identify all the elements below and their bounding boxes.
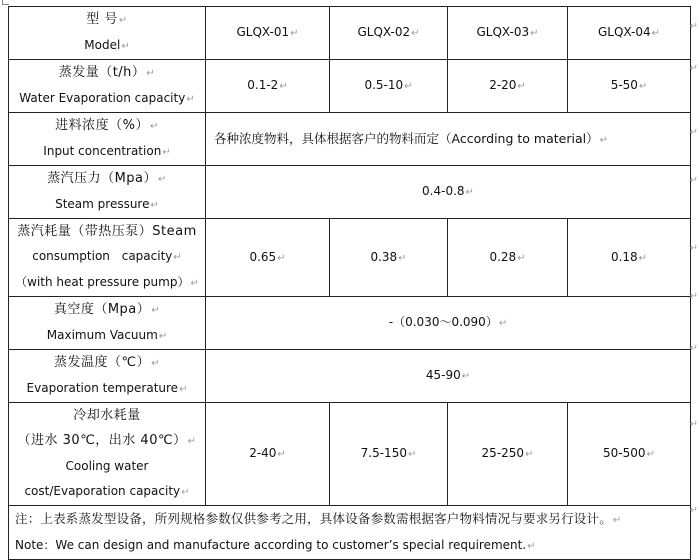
paragraph-mark-icon: ↵ [121, 41, 130, 52]
label-en: Evaporation temperature [26, 381, 179, 395]
value-cell [448, 219, 568, 297]
paragraph-mark-icon: ↵ [461, 371, 471, 382]
paragraph-mark-icon: ↵ [290, 28, 299, 39]
label-line: （with heat pressure pump） [15, 275, 190, 289]
label-en: Steam pressure [55, 197, 150, 211]
row-end-mark-icon: ↵ [689, 127, 698, 138]
note-en-text: Note：We can design and manufacture according to customer’s special requirement. [15, 538, 527, 552]
paragraph-mark-icon: ↵ [646, 449, 655, 460]
paragraph-mark-icon: ↵ [517, 252, 526, 264]
label-line: （进水 30℃，出水 40℃） [17, 433, 187, 448]
paragraph-mark-icon: ↵ [179, 384, 188, 395]
value-cell-merged [206, 166, 691, 219]
label-line: cost/Evaporation capacity [24, 484, 181, 498]
label-zh: 蒸发温度（℃） [54, 355, 151, 370]
label-en: Water Evaporation capacity [19, 91, 186, 105]
paragraph-mark-icon: ↵ [190, 278, 199, 289]
spec-table [8, 6, 691, 560]
value-text: 0.4-0.8 [422, 184, 465, 198]
row-end-mark-icon: ↵ [689, 21, 698, 32]
note-zh-text: 注：上表系蒸发型设备，所列规格参数仅供参考之用，具体设备参数需根据客户物料情况与要求另行设计。 [15, 511, 612, 526]
label-zh: 真空度（Mpa） [53, 302, 151, 317]
model-name: GLQX-01 [236, 25, 290, 39]
paragraph-mark-icon: ↵ [612, 515, 622, 526]
value-cell [206, 403, 330, 506]
paragraph-mark-icon: ↵ [277, 252, 286, 264]
paragraph-mark-icon: ↵ [404, 81, 413, 92]
row-end-mark-icon: ↵ [689, 505, 698, 516]
value-cell [448, 60, 568, 113]
value-text: 45-90 [425, 368, 461, 382]
row-end-marks [691, 0, 699, 543]
row-label-concentration [9, 113, 206, 166]
table-row-vacuum [9, 297, 691, 350]
notes-cell [9, 506, 691, 560]
row-end-mark-icon: ↵ [689, 63, 698, 74]
table-row-cooling-water [9, 403, 691, 506]
paragraph-mark-icon: ↵ [527, 541, 536, 552]
value-text: 各种浓度物料，具体根据客户的物料而定（According to material） [214, 130, 599, 146]
value-cell [206, 219, 330, 297]
value-text: -（0.030～0.090） [388, 315, 498, 329]
table-row-notes [9, 506, 691, 560]
row-label-steam-consumption [9, 219, 206, 297]
value-text: 2-40 [249, 446, 277, 460]
row-label-evap-temperature [9, 350, 206, 403]
paragraph-mark-icon: ↵ [530, 28, 539, 39]
value-cell [568, 403, 691, 506]
paragraph-mark-icon: ↵ [151, 305, 161, 316]
value-text: 7.5-150 [360, 446, 407, 460]
label-line: 冷却水耗量 [73, 408, 141, 423]
paragraph-mark-icon: ↵ [158, 331, 168, 342]
label-en: Input concentration [43, 144, 162, 158]
label-en: Model [84, 38, 121, 52]
paragraph-mark-icon: ↵ [151, 358, 160, 369]
value-text: 5-50 [610, 78, 638, 92]
label-zh: 进料浓度（%） [55, 118, 149, 133]
paragraph-mark-icon: ↵ [638, 252, 648, 264]
row-label-steam-pressure [9, 166, 206, 219]
paragraph-mark-icon: ↵ [638, 81, 648, 92]
value-text: 25-250 [481, 446, 525, 460]
paragraph-mark-icon: ↵ [118, 15, 128, 26]
row-label-cooling-water [9, 403, 206, 506]
model-cell [206, 7, 330, 60]
paragraph-mark-icon: ↵ [525, 449, 534, 460]
paragraph-mark-icon: ↵ [651, 28, 661, 39]
value-cell [448, 403, 568, 506]
value-cell [330, 403, 448, 506]
paragraph-mark-icon: ↵ [158, 174, 167, 185]
paragraph-mark-icon: ↵ [173, 252, 182, 263]
value-cell [568, 60, 691, 113]
table-row-model [9, 7, 691, 60]
row-end-mark-icon: ↵ [689, 343, 698, 354]
model-name: GLQX-03 [476, 25, 530, 39]
paragraph-mark-icon: ↵ [599, 134, 608, 146]
paragraph-mark-icon: ↵ [465, 187, 474, 198]
model-name: GLQX-04 [597, 25, 651, 39]
row-label-model [9, 7, 206, 60]
value-text: 50-500 [603, 446, 646, 460]
paragraph-mark-icon: ↵ [181, 487, 190, 498]
corner-mark-icon [2, 0, 9, 5]
value-cell-merged [206, 113, 691, 166]
label-zh: 蒸汽压力（Mpa） [47, 171, 158, 186]
table-row-steam-consumption [9, 219, 691, 297]
paragraph-mark-icon: ↵ [279, 81, 288, 92]
label-zh: 型 号 [86, 12, 118, 27]
paragraph-mark-icon: ↵ [150, 200, 159, 211]
paragraph-mark-icon: ↵ [149, 121, 159, 132]
table-row-steam-pressure [9, 166, 691, 219]
paragraph-mark-icon: ↵ [517, 81, 526, 92]
value-cell [568, 219, 691, 297]
table-row-evaporation [9, 60, 691, 113]
paragraph-mark-icon: ↵ [398, 252, 407, 264]
label-line: Cooling water [65, 459, 149, 473]
row-end-mark-icon: ↵ [689, 243, 698, 254]
value-text: 0.65 [249, 249, 277, 264]
row-end-mark-icon: ↵ [689, 175, 698, 186]
row-end-mark-icon: ↵ [689, 291, 698, 302]
label-line: consumption capacity [32, 249, 173, 263]
paragraph-mark-icon: ↵ [187, 436, 197, 447]
table-row-evap-temperature [9, 350, 691, 403]
paragraph-mark-icon: ↵ [162, 147, 171, 158]
value-cell [330, 219, 448, 297]
value-cell-merged [206, 350, 691, 403]
value-text: 0.28 [489, 249, 517, 264]
value-text: 0.18 [610, 249, 638, 264]
value-cell [330, 60, 448, 113]
paragraph-mark-icon: ↵ [411, 28, 420, 39]
model-cell [330, 7, 448, 60]
paragraph-mark-icon: ↵ [277, 449, 286, 460]
paragraph-mark-icon: ↵ [407, 449, 417, 460]
model-cell [448, 7, 568, 60]
table-row-concentration [9, 113, 691, 166]
paragraph-mark-icon: ↵ [186, 94, 195, 105]
label-en: Maximum Vacuum [46, 328, 158, 342]
label-line: 蒸汽耗量（带热压泵）Steam [17, 224, 197, 239]
model-name: GLQX-02 [357, 25, 411, 39]
row-end-mark-icon: ↵ [689, 419, 698, 430]
row-label-evaporation [9, 60, 206, 113]
value-cell [206, 60, 330, 113]
model-cell [568, 7, 691, 60]
paragraph-mark-icon: ↵ [146, 68, 156, 79]
row-label-vacuum [9, 297, 206, 350]
label-zh: 蒸发量（t/h） [58, 65, 146, 80]
value-cell-merged [206, 297, 691, 350]
paragraph-mark-icon: ↵ [498, 318, 508, 329]
value-text: 0.1-2 [247, 78, 279, 92]
value-text: 0.38 [370, 249, 398, 264]
value-text: 0.5-10 [364, 78, 404, 92]
value-text: 2-20 [489, 78, 517, 92]
